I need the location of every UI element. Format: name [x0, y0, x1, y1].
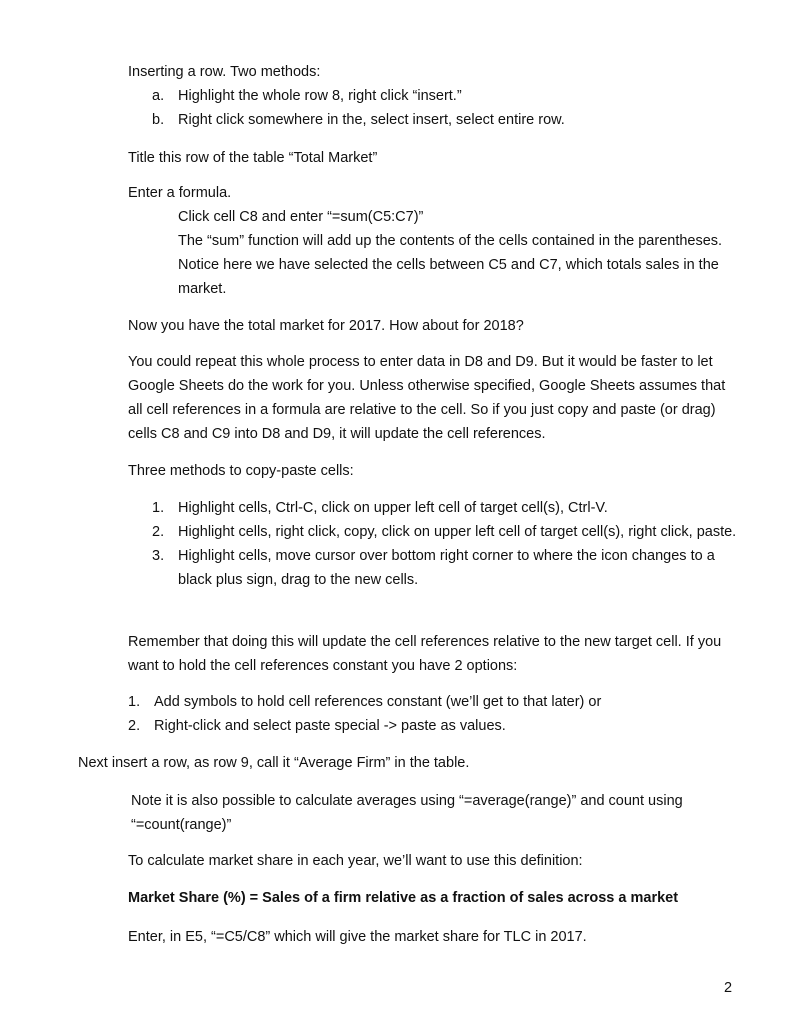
list-item [128, 714, 738, 738]
insert-methods-list [152, 84, 742, 132]
note-paragraph: Note it is also possible to calculate averages using “=average(range)” and count using “=count(range)” [131, 793, 683, 833]
list-item-text: Highlight the whole row 8, right click “insert.” [178, 88, 462, 104]
list-marker: 2. [152, 524, 165, 540]
list-item-text: Right-click and select paste special -> paste as values. [154, 718, 506, 734]
definition-text: Market Share (%) = Sales of a firm relative as a fraction of sales across a market [128, 890, 679, 906]
copy-methods-list [152, 496, 742, 592]
list-item-text: Highlight cells, Ctrl-C, click on upper left cell of target cell(s), Ctrl-V. [178, 500, 608, 516]
page-number: 2 [724, 980, 733, 996]
list-item-text: Add symbols to hold cell references constant (we’ll get to that later) or [154, 694, 602, 710]
options-list [128, 690, 738, 738]
list-marker: 2. [128, 718, 141, 734]
enter-e5-text: Enter, in E5, “=C5/C8” which will give the market share for TLC in 2017. [128, 929, 587, 945]
intro-text: Inserting a row. Two methods: [128, 64, 321, 80]
list-marker: b. [152, 112, 165, 128]
list-marker: a. [152, 88, 165, 104]
list-item [152, 496, 742, 520]
list-item [128, 690, 738, 714]
next-insert-text: Next insert a row, as row 9, call it “Average Firm” in the table. [78, 755, 470, 771]
formula-line: Click cell C8 and enter “=sum(C5:C7)” [178, 209, 424, 225]
total-market-text: Now you have the total market for 2017. How about for 2018? [128, 318, 524, 334]
list-marker: 3. [152, 548, 165, 564]
list-item [152, 520, 742, 544]
formula-description: The “sum” function will add up the contents of the cells contained in the parentheses. Notice here we have selected the cells between C5 and C7, which totals sales in the market. [178, 233, 723, 297]
repeat-paragraph: You could repeat this whole process to enter data in D8 and D9. But it would be faster to let Google Sheets do the work for you. Unless otherwise specified, Google Sheets assumes that all cell references in a formula are relative to the cell. So if you just copy and paste (or drag) cells C8 and C9 into D8 and D9, it will update the cell references. [128, 354, 726, 442]
formula-heading: Enter a formula. [128, 185, 232, 201]
list-item [152, 108, 742, 132]
list-item-text: Highlight cells, right click, copy, click on upper left cell of target cell(s), right click, paste. [178, 524, 737, 540]
list-item-text: Right click somewhere in the, select insert, select entire row. [178, 112, 565, 128]
list-item-text: Highlight cells, move cursor over bottom right corner to where the icon changes to a black plus sign, drag to the new cells. [178, 548, 715, 588]
list-marker: 1. [128, 694, 141, 710]
copy-heading: Three methods to copy-paste cells: [128, 463, 354, 479]
list-marker: 1. [152, 500, 165, 516]
title-instruction: Title this row of the table “Total Market” [128, 150, 378, 166]
market-share-definition [128, 886, 738, 910]
list-item [152, 84, 742, 108]
remember-paragraph: Remember that doing this will update the cell references relative to the new target cell. If you want to hold the cell references constant you have 2 options: [128, 634, 722, 674]
list-item [152, 544, 742, 592]
market-share-intro: To calculate market share in each year, we’ll want to use this definition: [128, 853, 583, 869]
